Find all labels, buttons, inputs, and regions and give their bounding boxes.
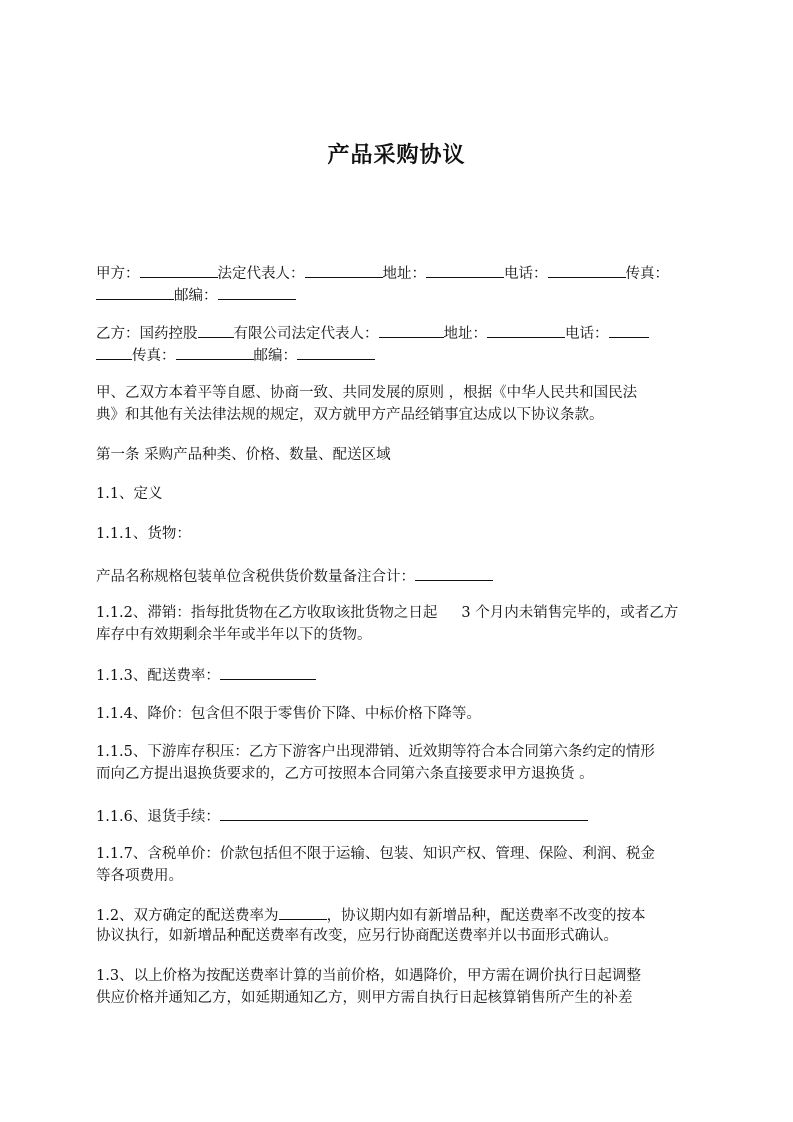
party-a-line-2 (96, 285, 296, 306)
party-a-line-1 (96, 263, 669, 284)
party-b-address-blank (487, 323, 565, 338)
section-1-2-line-1 (96, 905, 646, 926)
section-1-1-2-line-1 (96, 604, 678, 623)
section-1-1-6 (96, 806, 588, 827)
party-a-name-blank (140, 263, 218, 278)
preamble-line-1: 甲、乙双方本着平等自愿、协商一致、共同发展的原则 ，根据《中华人民共和国民法 (96, 385, 638, 401)
party-a-legal-rep-blank (305, 263, 383, 278)
party-b-address-label: 地址： (443, 326, 487, 342)
party-a-fax-blank (96, 285, 174, 300)
party-b-label: 乙方：国药控股 (96, 326, 198, 342)
section-1-1-1: 1.1.1、货物： (96, 526, 191, 542)
section-1-3-line-1: 1.3、以上价格为按配送费率计算的当前价格，如遇降价，甲方需在调价执行日起调整 (96, 968, 642, 984)
article-1-heading: 第一条 采购产品种类、价格、数量、配送区域 (96, 447, 391, 463)
party-b-fax-blank (176, 345, 254, 360)
section-1-1-2-text-a: 1.1.2、滞销：指每批货物在乙方收取该批货物之日起 (96, 605, 438, 621)
section-1-1-5-line-1: 1.1.5、下游库存积压：乙方下游客户出现滞销、近效期等符合本合同第六条约定的情形 (96, 744, 655, 760)
section-1-1-4: 1.1.4、降价：包含但不限于零售价下降、中标价格下降等。 (96, 706, 481, 722)
party-b-postcode-blank (297, 345, 375, 360)
party-b-line-1 (96, 323, 649, 344)
party-b-phone-blank (609, 323, 649, 338)
party-b-fax-label: 传真： (132, 348, 176, 364)
party-b-legal-rep-blank (379, 323, 444, 338)
section-1-2-text-a: 1.2、双方确定的配送费率为 (96, 908, 279, 924)
party-a-phone-blank (548, 263, 626, 278)
section-1-1-3 (96, 665, 316, 686)
party-b-phone-blank-cont (96, 345, 132, 360)
party-a-postcode-blank (218, 285, 296, 300)
agreed-rate-blank (279, 905, 327, 920)
delivery-rate-blank (220, 665, 316, 680)
party-a-address-blank (426, 263, 504, 278)
section-1-1: 1.1、定义 (96, 486, 163, 502)
section-1-1-5-line-2: 而向乙方提出退换货要求的，乙方可按照本合同第六条直接要求甲方退换货 。 (96, 766, 594, 782)
party-a-legal-rep-label: 法定代表人： (217, 266, 305, 282)
party-b-postcode-label: 邮编： (253, 348, 297, 364)
section-1-1-2-line-2: 库存中有效期剩余半年或半年以下的货物。 (96, 627, 372, 643)
section-1-2-text-b: ，协议期内如有新增品种，配送费率不改变的按本 (326, 908, 646, 924)
party-b-line-2 (96, 345, 375, 366)
section-1-1-3-label: 1.1.3、配送费率： (96, 668, 220, 684)
section-1-2-line-2: 协议执行，如新增品种配送费率有改变，应另行协商配送费率并以书面形式确认。 (96, 928, 618, 944)
preamble-line-2: 典》和其他有关法律法规的规定，双方就甲方产品经销事宜达成以下协议条款。 (96, 407, 604, 423)
party-a-fax-label: 传真： (625, 266, 669, 282)
product-total-blank (415, 566, 493, 581)
party-a-postcode-label: 邮编： (174, 288, 218, 304)
party-b-company-blank (198, 323, 234, 338)
party-a-phone-label: 电话： (504, 266, 548, 282)
product-line-text: 产品名称规格包装单位含税供货价数量备注合计： (96, 569, 415, 585)
section-1-1-7-line-1: 1.1.7、含税单价：价款包括但不限于运输、包装、知识产权、管理、保险、利润、税金 (96, 846, 655, 862)
section-1-1-2-text-b: 3 个月内未销售完毕的，或者乙方 (461, 605, 679, 621)
party-b-company-suffix: 有限公司法定代表人： (233, 326, 379, 342)
party-b-phone-label: 电话： (565, 326, 609, 342)
product-line (96, 566, 493, 587)
party-a-address-label: 地址： (382, 266, 426, 282)
document-title: 产品采购协议 (327, 143, 466, 168)
section-1-1-7-line-2: 等各项费用。 (96, 868, 183, 884)
section-1-1-6-label: 1.1.6、退货手续： (96, 809, 220, 825)
party-a-label: 甲方： (96, 266, 140, 282)
return-procedure-blank (220, 806, 588, 821)
section-1-3-line-2: 供应价格并通知乙方，如延期通知乙方，则甲方需自执行日起核算销售所产生的补差 (96, 990, 633, 1006)
